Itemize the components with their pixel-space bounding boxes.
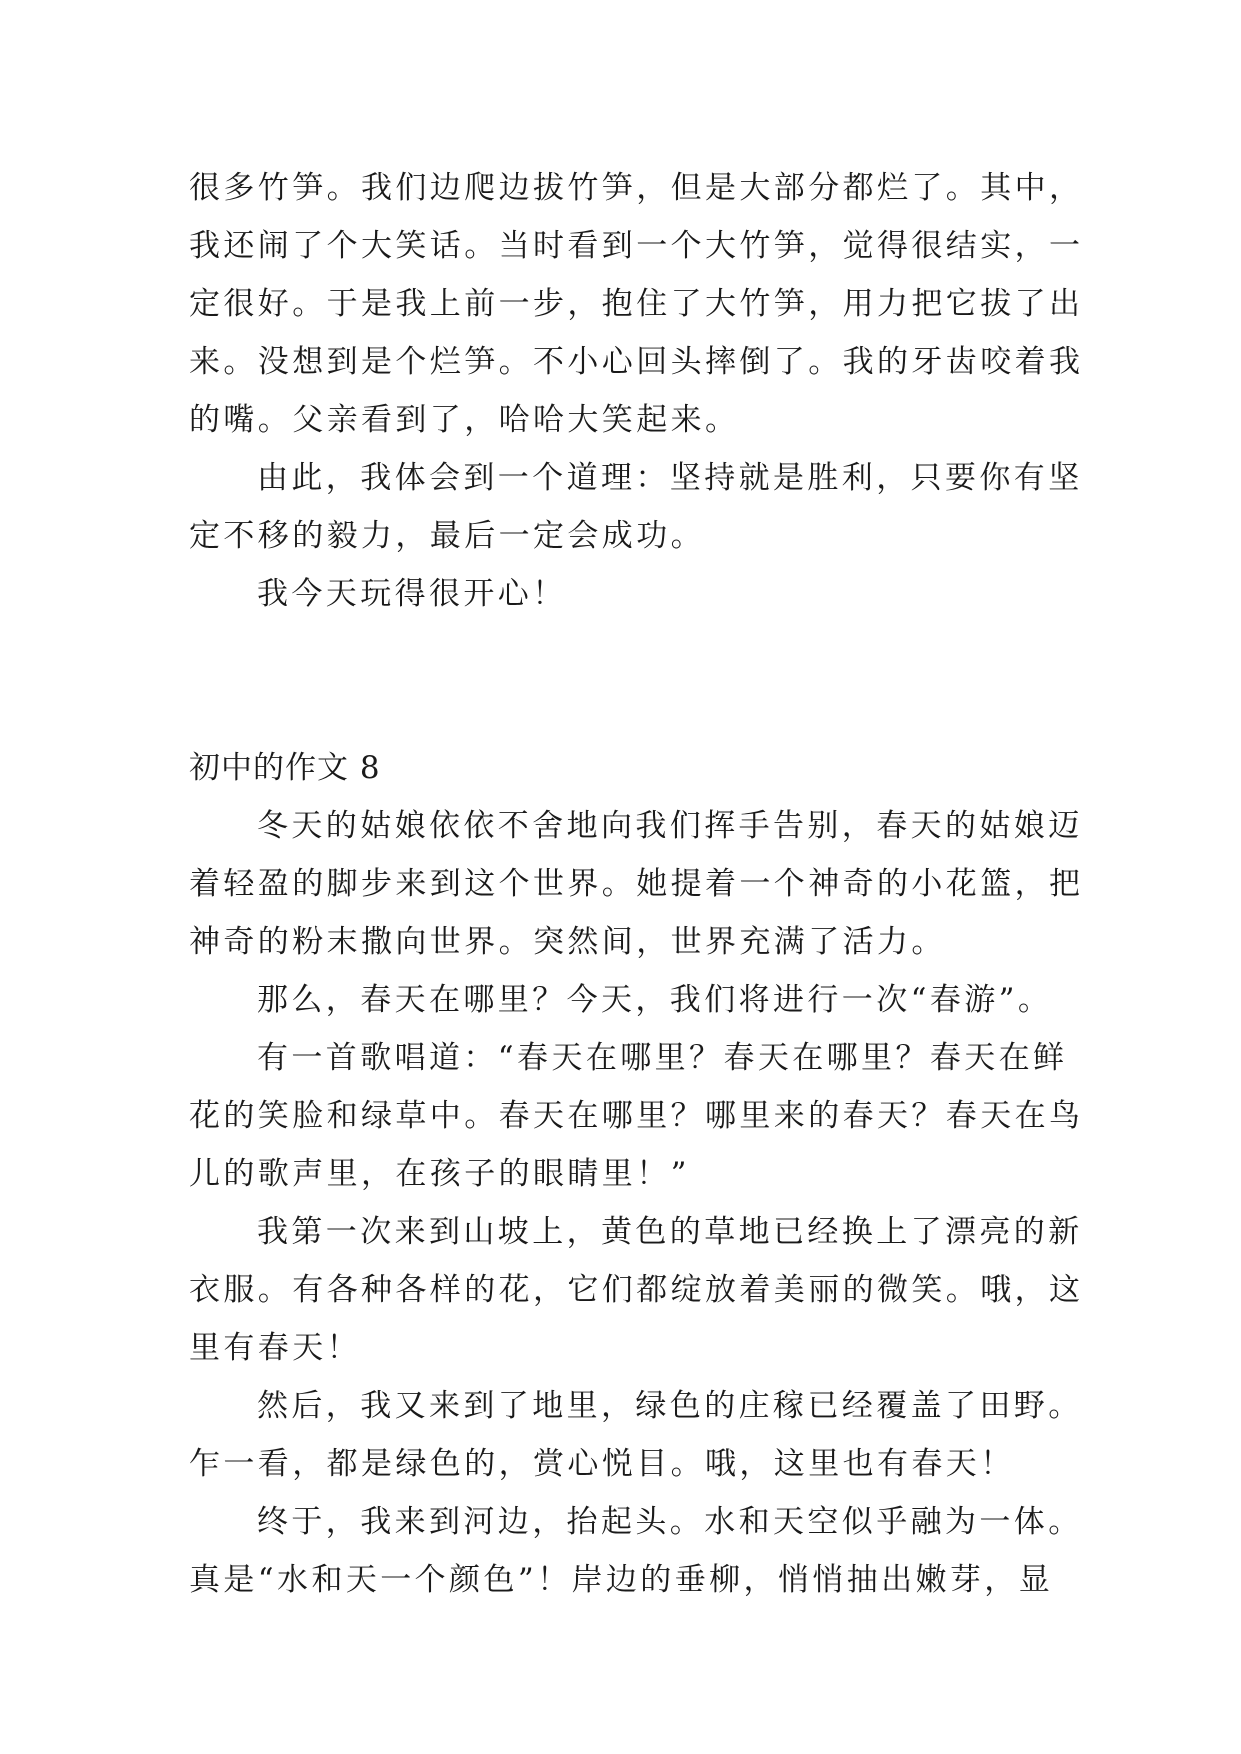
text-line: 终于，我来到河边，抬起头。水和天空似乎融为一体。 — [257, 1504, 1083, 1540]
text-line: 乍一看，都是绿色的，赏心悦目。哦，这里也有春天！ — [189, 1446, 1015, 1482]
text-line: 来。没想到是个烂笋。不小心回头摔倒了。我的牙齿咬着我 — [189, 344, 1084, 380]
text-line: 定很好。于是我上前一步，抱住了大竹笋，用力把它拔了出 — [189, 286, 1084, 322]
text-line: 神奇的粉末撒向世界。突然间，世界充满了活力。 — [189, 924, 946, 960]
text-line: 我还闹了个大笑话。当时看到一个大竹笋，觉得很结实，一 — [189, 228, 1084, 264]
text-line: 有一首歌唱道：“春天在哪里？春天在哪里？春天在鲜 — [257, 1040, 1068, 1076]
text-line: 我第一次来到山坡上，黄色的草地已经换上了漂亮的新 — [257, 1214, 1083, 1250]
text-line: 儿的歌声里，在孩子的眼睛里！” — [189, 1156, 690, 1192]
document-body — [189, 159, 1084, 1609]
text-line: 然后，我又来到了地里，绿色的庄稼已经覆盖了田野。 — [257, 1388, 1083, 1424]
text-line: 很多竹笋。我们边爬边拔竹笋，但是大部分都烂了。其中， — [189, 170, 1084, 206]
text-line: 真是“水和天一个颜色”！岸边的垂柳，悄悄抽出嫩芽，显 — [189, 1562, 1054, 1598]
text-line: 花的笑脸和绿草中。春天在哪里？哪里来的春天？春天在鸟 — [189, 1098, 1084, 1134]
text-line: 那么，春天在哪里？今天，我们将进行一次“春游”。 — [257, 982, 1053, 1018]
text-line: 的嘴。父亲看到了，哈哈大笑起来。 — [189, 402, 740, 438]
closing-line: 我今天玩得很开心！ — [257, 576, 567, 612]
text-line: 冬天的姑娘依依不舍地向我们挥手告别，春天的姑娘迈 — [257, 808, 1083, 844]
text-line: 着轻盈的脚步来到这个世界。她提着一个神奇的小花篮，把 — [189, 866, 1084, 902]
text-line: 衣服。有各种各样的花，它们都绽放着美丽的微笑。哦，这 — [189, 1272, 1084, 1308]
text-line: 由此，我体会到一个道理：坚持就是胜利，只要你有坚 — [257, 460, 1083, 496]
text-line: 里有春天！ — [189, 1330, 361, 1366]
text-line: 定不移的毅力，最后一定会成功。 — [189, 518, 705, 554]
section-gap — [189, 623, 1069, 739]
essay-title: 初中的作文 8 — [189, 750, 381, 786]
